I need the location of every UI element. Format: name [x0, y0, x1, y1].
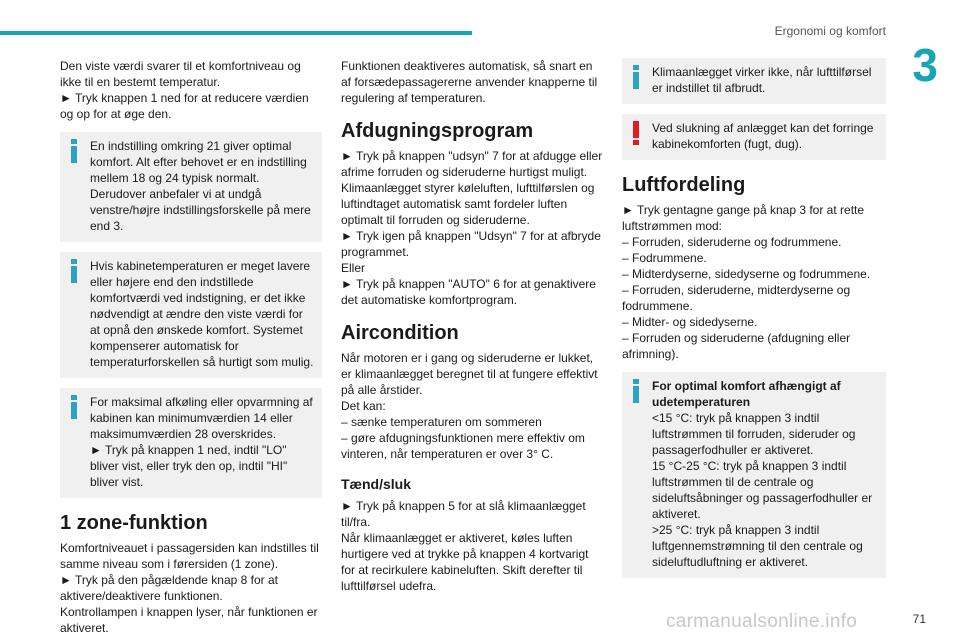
paragraph: Komfortniveauet i passagersiden kan indstilles til samme niveau som i førersiden (1 zone). [60, 541, 319, 571]
column-1 [60, 58, 322, 636]
paragraph: Når motoren er i gang og sideruderne er lukket, er klimaanlægget beregnet til at fungere effektivt på alle årstider. [341, 351, 598, 397]
note-text: ► Tryk på knappen 1 ned, indtil "LO" bliver vist, eller tryk den op, indtil "HI" bliver vist. [90, 443, 288, 489]
note-text: 15 °C-25 °C: tryk på knappen 3 indtil luftstrømmen til de centrale og sideluftsåbninger og passagerfodhuller er aktiveret. [652, 459, 873, 521]
warning-icon [633, 121, 639, 145]
header-accent-bar [0, 31, 472, 35]
paragraph: ► Tryk gentagne gange på knap 3 for at rette luftstrømmen mod: [622, 203, 865, 233]
paragraph: Den viste værdi svarer til et komfortniveau og ikke til en bestemt temperatur. [60, 59, 301, 89]
paragraph: – Forruden og sideruderne (afdugning eller afrimning). [622, 331, 851, 361]
note-text: En indstilling omkring 21 giver optimal komfort. Alt efter behovet er en indstilling mellem 18 og 24 typisk normalt. [90, 139, 307, 185]
paragraph: ► Tryk på knappen "udsyn" 7 for at afdugge eller afrime forruden og sideruderne hurtigst muligt. [341, 149, 603, 179]
note-text: Klimaanlægget virker ikke, når lufttilførsel er indstillet til afbrudt. [652, 65, 872, 95]
paragraph: ► Tryk knappen 1 ned for at reducere værdien og op for at øge den. [60, 91, 309, 121]
note-title: For optimal komfort afhængigt af udetemperaturen [652, 379, 841, 409]
chapter-number: 3 [912, 39, 938, 91]
info-icon [633, 379, 639, 403]
section-heading: Afdugningsprogram [341, 120, 534, 142]
info-icon [633, 65, 639, 89]
note-text: Ved slukning af anlægget kan det forringe kabinekomforten (fugt, dug). [652, 121, 874, 151]
info-icon [71, 139, 77, 163]
paragraph: Klimaanlægget styrer køleluften, lufttilførslen og luftindtaget automatisk samt fordeler luften optimalt til forruden og sideruderne. [341, 181, 595, 227]
note-text: >25 °C: tryk på knappen 3 indtil luftgennemstrømning til den centrale og sideluftudluftning er aktiveret. [652, 523, 863, 569]
info-icon [71, 259, 77, 283]
note-text: Hvis kabinetemperaturen er meget lavere eller højere end den indstillede komfortværdi ved indstigning, er det ikke nødvendigt at ændre den viste værdi for at opnå den ønskede komfort. Systemet kompenserer automatisk for temperaturforskellen så hurtigt som mulig. [90, 259, 314, 369]
paragraph: ► Tryk på knappen 5 for at slå klimaanlægget til/fra. [341, 499, 586, 529]
note-text: Derudover anbefaler vi at undgå venstre/højre indstillingsforskelle på mere end 3. [90, 187, 311, 233]
paragraph: Eller [341, 261, 366, 275]
paragraph: – Forruden, sideruderne og fodrummene. [622, 235, 842, 249]
note-text: <15 °C: tryk på knappen 3 indtil luftstrømmen til forruden, sideruder og passagerfodhuller er aktiveret. [652, 411, 856, 457]
warning-note [622, 114, 886, 160]
section-title: Ergonomi og komfort [774, 24, 886, 38]
paragraph: Funktionen deaktiveres automatisk, så snart en af forsædepassagererne anvender knapperne til regulering af temperaturen. [341, 59, 598, 105]
info-note [60, 388, 322, 498]
section-heading: 1 zone-funktion [60, 512, 208, 534]
paragraph: ► Tryk igen på knappen "Udsyn" 7 for at afbryde programmet. [341, 229, 601, 259]
info-icon [71, 395, 77, 419]
watermark: carmanualsonline.info [666, 611, 858, 632]
column-2 [341, 58, 603, 594]
paragraph: ► Tryk på den pågældende knap 8 for at aktivere/deaktivere funktionen. [60, 573, 279, 603]
subsection-heading: Tænd/sluk [341, 476, 412, 492]
info-note [60, 252, 322, 378]
paragraph: Når klimaanlægget er aktiveret, køles luften hurtigere ved at trykke på knappen 4 kortvarigt for at recirkulere kabineluften. Skift derefter til lufttilførsel udefra. [341, 531, 589, 593]
paragraph: – gøre afdugningsfunktionen mere effektiv om vinteren, når temperaturen er over 3° C. [341, 431, 585, 461]
paragraph: – Forruden, sideruderne, midterdyserne og fodrummene. [622, 283, 851, 313]
paragraph: – Fodrummene. [622, 251, 707, 265]
paragraph: Kontrollampen i knappen lyser, når funktionen er aktiveret. [60, 605, 318, 635]
paragraph: – Midter- og sidedyserne. [622, 315, 758, 329]
paragraph: Det kan: [341, 399, 386, 413]
paragraph: – sænke temperaturen om sommeren [341, 415, 542, 429]
paragraph: – Midterdyserne, sidedyserne og fodrummene. [622, 267, 871, 281]
section-heading: Aircondition [341, 322, 459, 344]
section-heading: Luftfordeling [622, 174, 746, 196]
info-note [60, 132, 322, 242]
page-number: 71 [912, 612, 926, 626]
info-note [622, 58, 886, 104]
paragraph: ► Tryk på knappen "AUTO" 6 for at genaktivere det automatiske komfortprogram. [341, 277, 596, 307]
info-note [622, 372, 886, 578]
note-text: For maksimal afkøling eller opvarmning af kabinen kan minimumværdien 14 eller maksimumværdien 28 overskrides. [90, 395, 313, 441]
column-3 [622, 58, 886, 578]
